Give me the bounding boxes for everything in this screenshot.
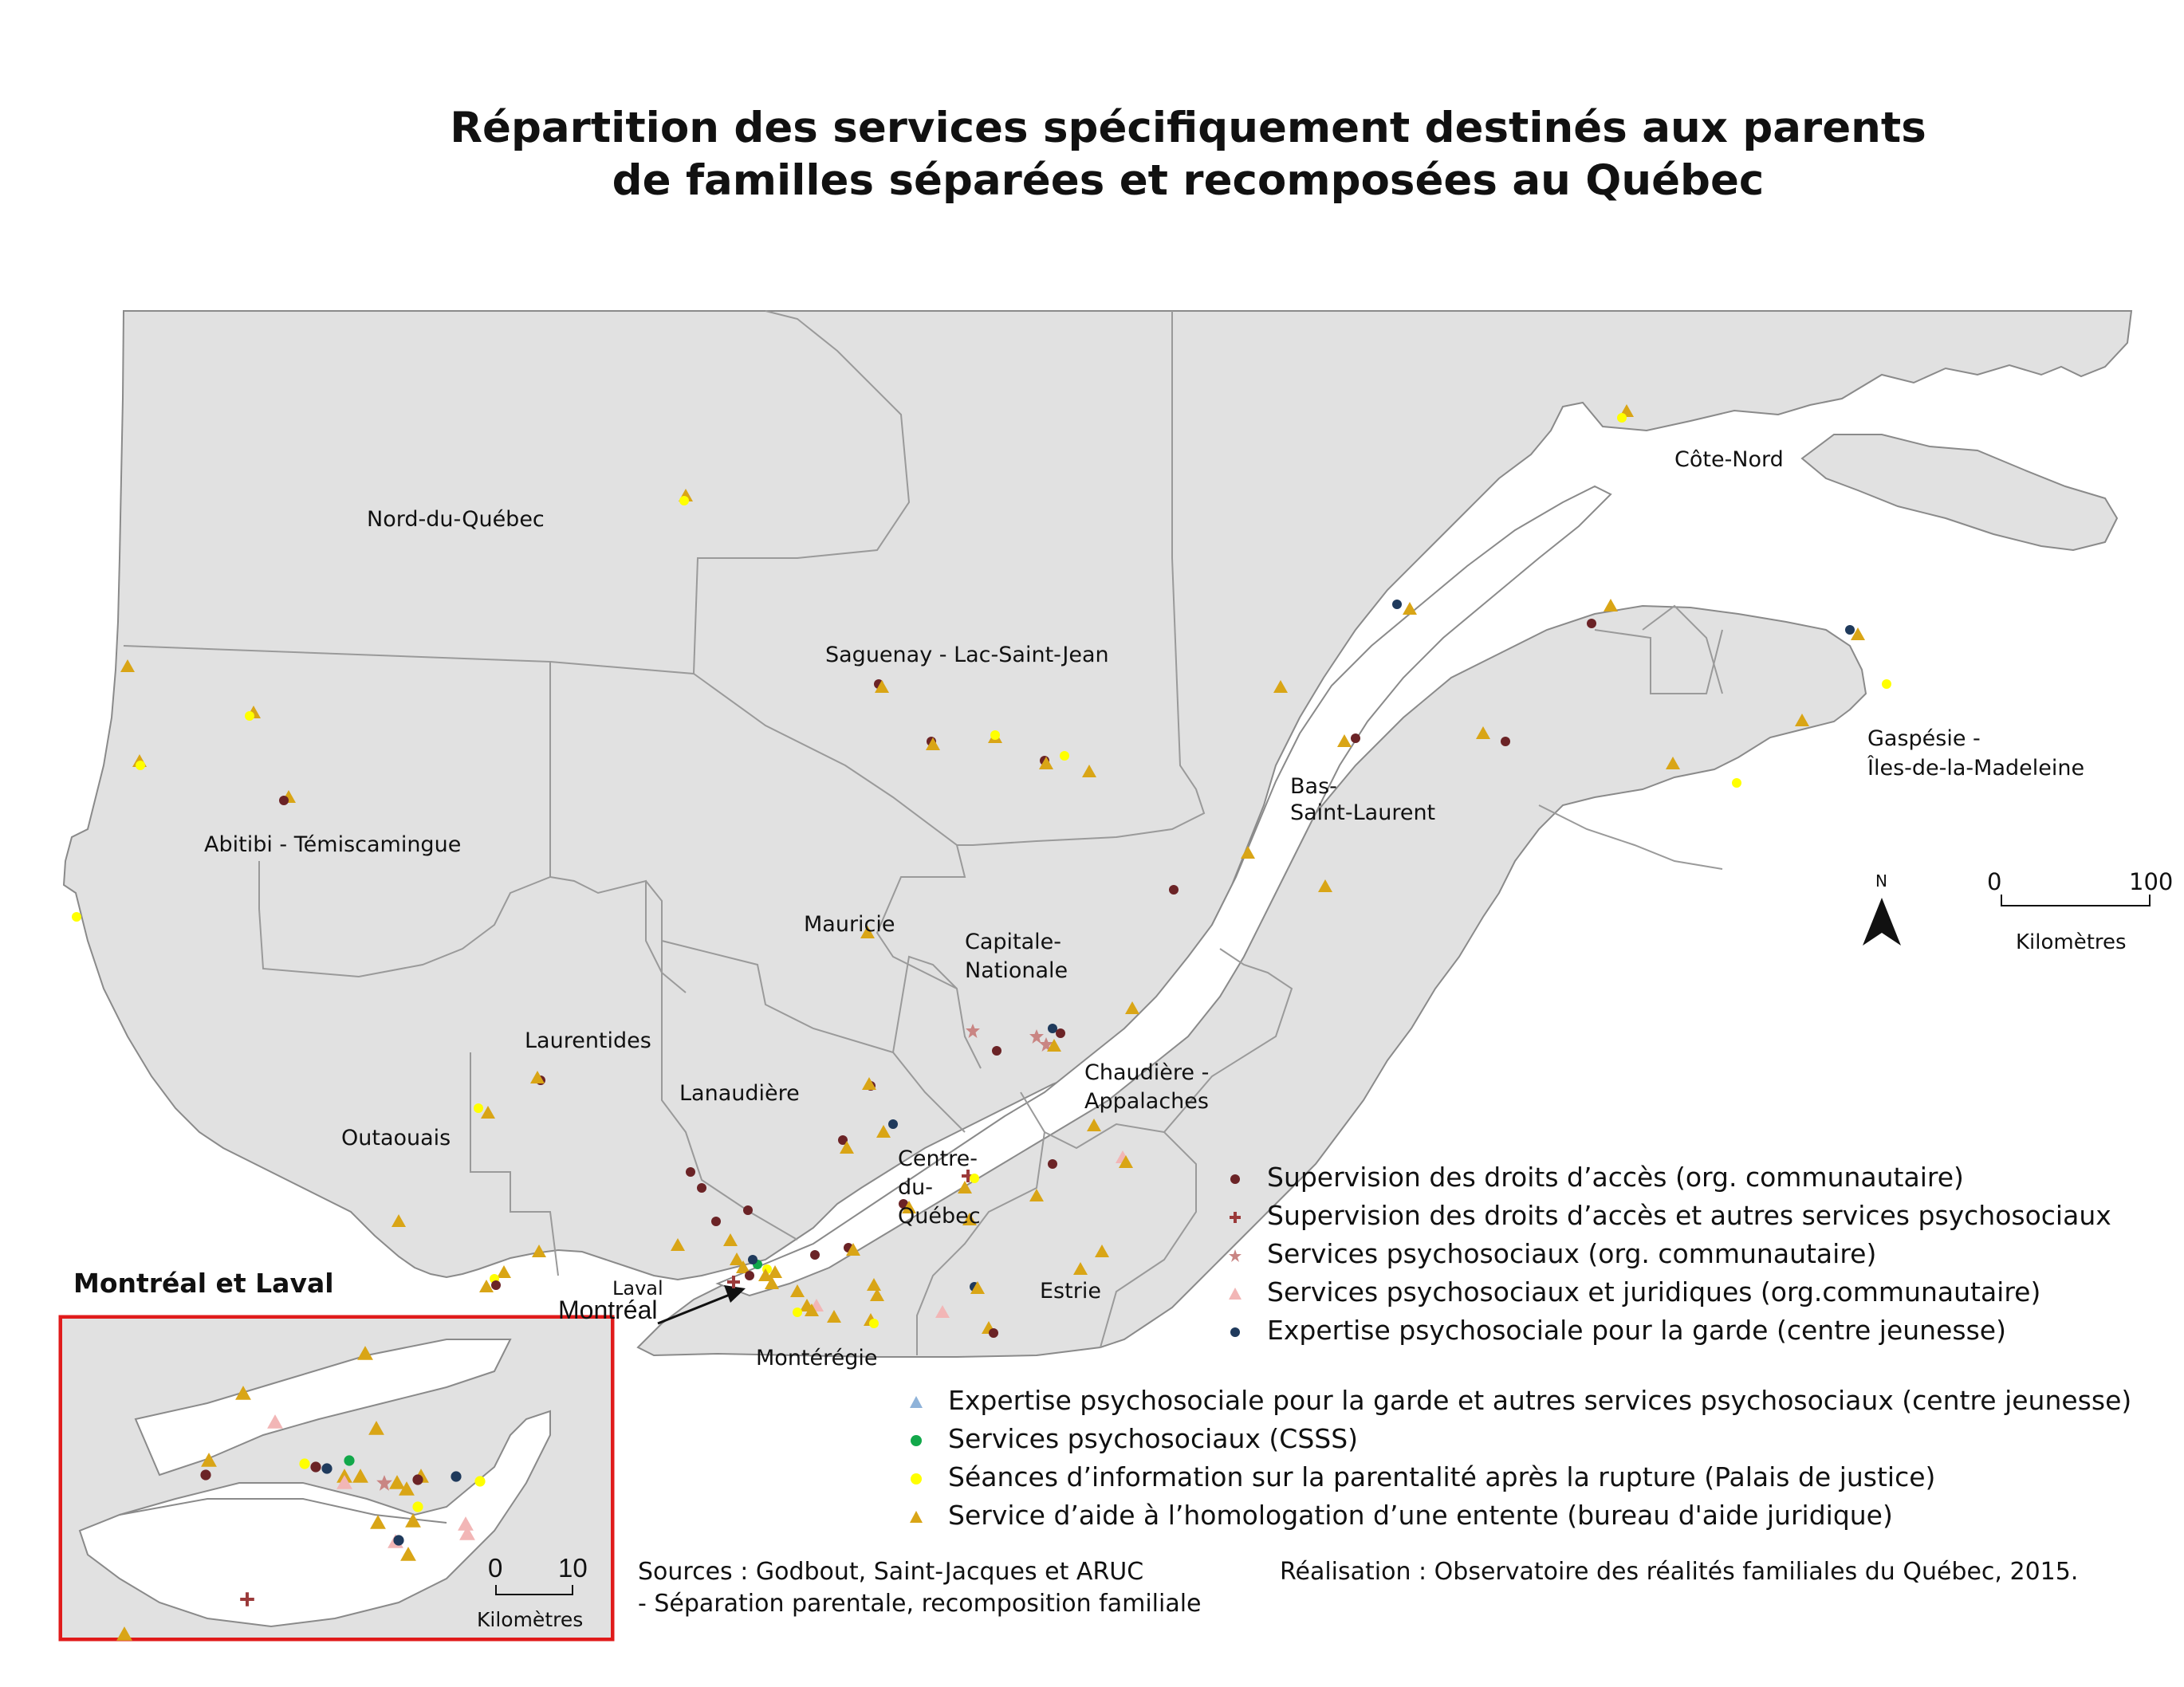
circle-marker <box>321 1463 332 1473</box>
circle-marker <box>1056 1028 1065 1038</box>
scale-unit-label: Kilomètres <box>2016 930 2127 954</box>
legend-symbol-pink-triangle <box>1226 1273 1249 1311</box>
scale-min-label: 0 <box>1987 868 2002 895</box>
circle-marker <box>810 1250 820 1260</box>
region-label-bas-saint-laurent-2: Saint-Laurent <box>1290 800 1436 825</box>
circle-marker <box>72 912 81 922</box>
circle-marker <box>869 1319 879 1328</box>
circle-marker <box>1060 751 1069 761</box>
map-title-line-2: de familles séparées et recomposées au Québec <box>612 156 1765 205</box>
region-label-laval: Laval <box>612 1277 663 1300</box>
circle-marker <box>888 1119 898 1129</box>
legend-label: Service d’aide à l’homologation d’une entente (bureau d'aide juridique) <box>948 1500 1893 1531</box>
circle-marker <box>1392 600 1402 609</box>
triangle-marker <box>1403 602 1417 615</box>
north-label: N <box>1875 871 1887 891</box>
legend-label: Expertise psychosociale pour la garde (centre jeunesse) <box>1267 1315 2006 1346</box>
map-title-line-1: Répartition des services spécifiquement destinés aux parents <box>450 104 1926 152</box>
main-scale-bar <box>2001 895 2150 906</box>
circle-marker <box>686 1167 695 1177</box>
triangle-marker <box>497 1265 511 1278</box>
inset-scale-max: 10 <box>558 1553 588 1583</box>
sources-line-2: - Séparation parentale, recomposition familiale <box>638 1590 1202 1618</box>
circle-marker <box>679 496 689 505</box>
scale-max-label: 100 <box>2129 868 2174 895</box>
region-label-gaspesie-1: Gaspésie - <box>1867 726 1981 751</box>
region-label-centre-du-quebec-1: Centre- <box>898 1146 978 1171</box>
region-label-cote-nord: Côte-Nord <box>1674 447 1784 472</box>
region-label-capitale-nationale-1: Capitale- <box>965 930 1062 954</box>
region-label-lanaudiere: Lanaudière <box>679 1081 800 1106</box>
triangle-marker <box>1604 599 1618 611</box>
region-label-nord-du-quebec: Nord-du-Québec <box>367 507 545 532</box>
legend-symbol-yellow-circle <box>907 1458 931 1496</box>
circle-marker <box>393 1535 403 1545</box>
inset-scale-min: 0 <box>488 1553 503 1583</box>
region-label-mauricie: Mauricie <box>804 912 895 937</box>
region-label-monteregie: Montérégie <box>756 1346 878 1370</box>
legend-symbol-navy-circle <box>1226 1311 1249 1350</box>
region-label-bas-saint-laurent-1: Bas- <box>1290 774 1337 799</box>
circle-marker <box>1732 778 1741 788</box>
circle-marker <box>344 1455 354 1465</box>
circle-marker <box>1587 619 1596 628</box>
credit: Réalisation : Observatoire des réalités familiales du Québec, 2015. <box>1280 1558 2079 1586</box>
circle-marker <box>1845 625 1855 635</box>
legend-label: Services psychosociaux (org. communautaire) <box>1267 1238 1877 1269</box>
sources <box>638 1556 1202 1620</box>
circle-marker <box>136 761 145 770</box>
circle-marker <box>748 1255 758 1264</box>
circle-marker <box>970 1174 979 1183</box>
circle-marker <box>793 1308 802 1317</box>
region-label-capitale-nationale-2: Nationale <box>965 958 1068 983</box>
region-label-outaouais: Outaouais <box>341 1126 451 1150</box>
region-label-chaudiere-2: Appalaches <box>1084 1089 1209 1114</box>
region-label-montreal: Montréal <box>558 1296 658 1324</box>
north-arrow <box>1863 898 1901 946</box>
circle-marker <box>992 1046 1001 1056</box>
circle-marker <box>474 1103 483 1113</box>
region-label-estrie: Estrie <box>1040 1279 1101 1304</box>
circle-marker <box>711 1217 721 1226</box>
circle-marker <box>1048 1024 1057 1033</box>
circle-marker <box>697 1183 706 1193</box>
circle-marker <box>745 1271 754 1280</box>
region-label-centre-du-quebec-2: du- <box>898 1175 933 1200</box>
circle-marker <box>1351 733 1360 743</box>
circle-marker <box>412 1501 423 1512</box>
circle-marker <box>310 1461 321 1472</box>
circle-marker <box>1501 737 1510 746</box>
legend-label: Séances d’information sur la parentalité après la rupture (Palais de justice) <box>948 1461 1936 1492</box>
circle-marker <box>990 730 1000 740</box>
region-label-abitibi: Abitibi - Témiscamingue <box>204 832 462 857</box>
region-label-laurentides: Laurentides <box>525 1028 651 1053</box>
circle-marker <box>200 1469 211 1480</box>
region-label-centre-du-quebec-3: Québec <box>898 1204 981 1229</box>
circle-marker <box>743 1205 753 1215</box>
legend-symbol-cross <box>1226 1197 1249 1235</box>
legend-symbol-green-circle <box>907 1420 931 1458</box>
circle-marker <box>1048 1159 1057 1169</box>
legend-symbol-dark-circle <box>1226 1158 1249 1197</box>
legend-label: Supervision des droits d’accès et autres services psychosociaux <box>1267 1200 2111 1231</box>
circle-marker <box>1882 679 1891 689</box>
legend-label: Supervision des droits d’accès (org. communautaire) <box>1267 1162 1964 1193</box>
sources-line-1: Sources : Godbout, Saint-Jacques et ARUC <box>638 1558 1144 1586</box>
circle-marker <box>1617 413 1627 423</box>
region-label-gaspesie-2: Îles-de-la-Madeleine <box>1867 756 2085 781</box>
inset-title: Montréal et Laval <box>73 1268 334 1299</box>
legend-label: Services psychosociaux (CSSS) <box>948 1423 1359 1454</box>
circle-marker <box>451 1471 461 1481</box>
legend-label: Expertise psychosociale pour la garde et autres services psychosociaux (centre jeunesse) <box>948 1385 2132 1416</box>
anticosti-island <box>1802 435 2117 550</box>
legend-label: Services psychosociaux et juridiques (org.communautaire) <box>1267 1276 2041 1308</box>
circle-marker <box>299 1458 309 1469</box>
region-label-chaudiere-1: Chaudière - <box>1084 1060 1210 1085</box>
circle-marker <box>1169 885 1179 895</box>
legend-symbol-star <box>1226 1235 1249 1273</box>
circle-marker <box>491 1280 501 1290</box>
legend-symbol-gold-triangle <box>907 1496 931 1535</box>
circle-marker <box>989 1328 998 1338</box>
circle-marker <box>245 711 254 721</box>
circle-marker <box>474 1476 485 1486</box>
region-label-saguenay: Saguenay - Lac-Saint-Jean <box>825 643 1109 667</box>
legend-symbol-blue-triangle <box>907 1382 931 1420</box>
circle-marker <box>412 1474 423 1484</box>
inset-scale-unit: Kilomètres <box>477 1608 584 1631</box>
inset-map <box>62 1319 611 1638</box>
circle-marker <box>279 796 289 805</box>
